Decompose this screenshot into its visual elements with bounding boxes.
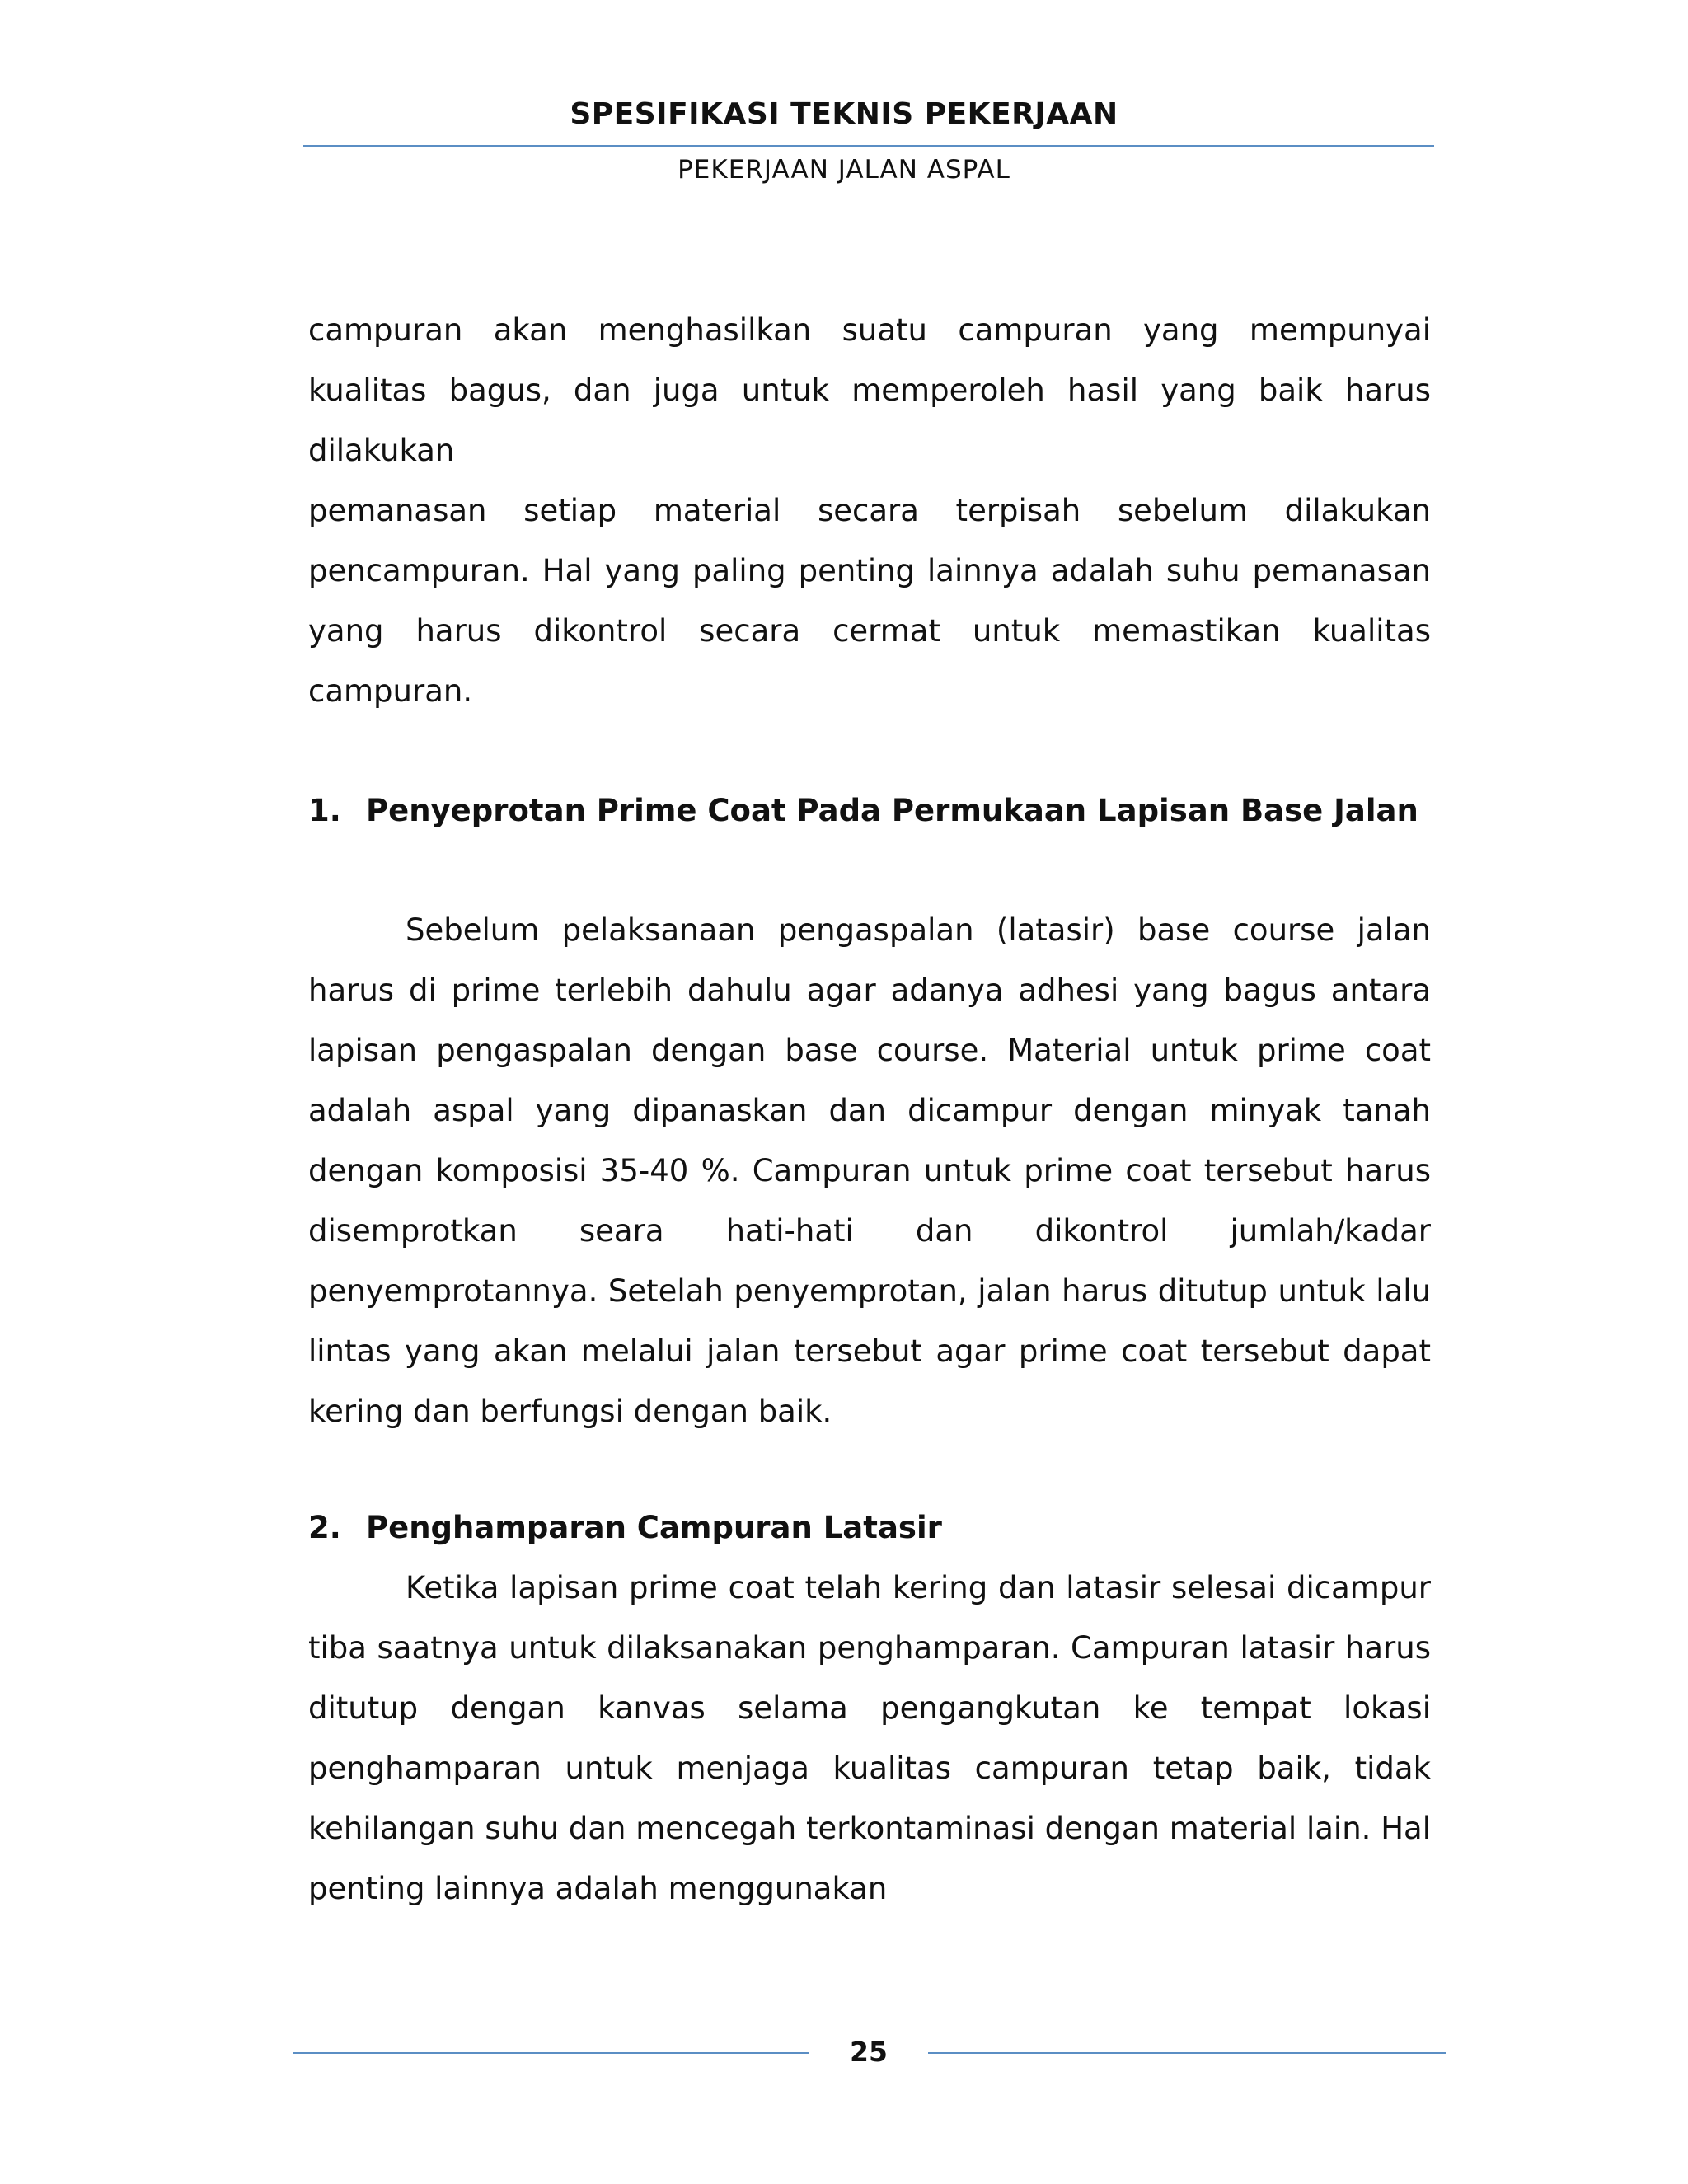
section-1-paragraph: Sebelum pelaksanaan pengaspalan (latasir) base course jalan harus di prime terlebih dahulu agar adanya adhesi yang bagus antara lapisan pengaspalan dengan base course. Material untuk prime coat adalah aspal yang dipanaskan dan dicampur dengan minyak tanah dengan komposisi 35-40 %. Campuran untuk prime coat tersebut harus disemprotkan seara hati-hati dan dikontrol jumlah/kadar penyemprotannya. Setelah penyemprotan, jalan harus ditutup untuk lalu lintas yang akan melalui jalan tersebut agar prime coat tersebut dapat kering dan berfungsi dengan baik. bbox=[308, 912, 1431, 1429]
footer-divider-left bbox=[293, 2052, 809, 2054]
intro-paragraph-1 bbox=[308, 300, 1431, 480]
footer-divider-right bbox=[928, 2052, 1446, 2054]
page-number: 25 bbox=[850, 2036, 888, 2068]
document-header-title: SPESIFIKASI TEKNIS PEKERJAAN bbox=[570, 97, 1118, 131]
section-1-heading bbox=[308, 780, 1418, 841]
intro-paragraph-2-text: pemanasan setiap material secara terpisah sebelum dilakukan pencampuran. Hal yang paling penting lainnya adalah suhu pemanasan yang harus dikontrol secara cermat untuk memastikan kualitas campuran. bbox=[308, 493, 1431, 709]
section-1-number: 1. bbox=[308, 793, 341, 828]
section-2-title: Penghamparan Campuran Latasir bbox=[366, 1510, 942, 1545]
section-1-body bbox=[308, 900, 1431, 1441]
intro-paragraph-1-text: campuran akan menghasilkan suatu campuran yang mempunyai kualitas bagus, dan juga untuk memperoleh hasil yang baik harus dilakukan bbox=[308, 312, 1431, 468]
section-2-paragraph: Ketika lapisan prime coat telah kering dan latasir selesai dicampur tiba saatnya untuk dilaksanakan penghamparan. Campuran latasir harus ditutup dengan kanvas selama pengangkutan ke tempat lokasi penghamparan untuk menjaga kualitas campuran tetap baik, tidak kehilangan suhu dan mencegah terkontaminasi dengan material lain. Hal penting lainnya adalah menggunakan bbox=[308, 1570, 1431, 1906]
section-1-title: Penyeprotan Prime Coat Pada Permukaan Lapisan Base Jalan bbox=[366, 793, 1418, 828]
intro-paragraph-2 bbox=[308, 480, 1431, 721]
section-2-body bbox=[308, 1558, 1431, 1919]
header-divider bbox=[303, 145, 1434, 147]
document-header-subtitle: PEKERJAAN JALAN ASPAL bbox=[678, 155, 1010, 185]
section-2-heading bbox=[308, 1497, 942, 1558]
section-2-number: 2. bbox=[308, 1510, 341, 1545]
